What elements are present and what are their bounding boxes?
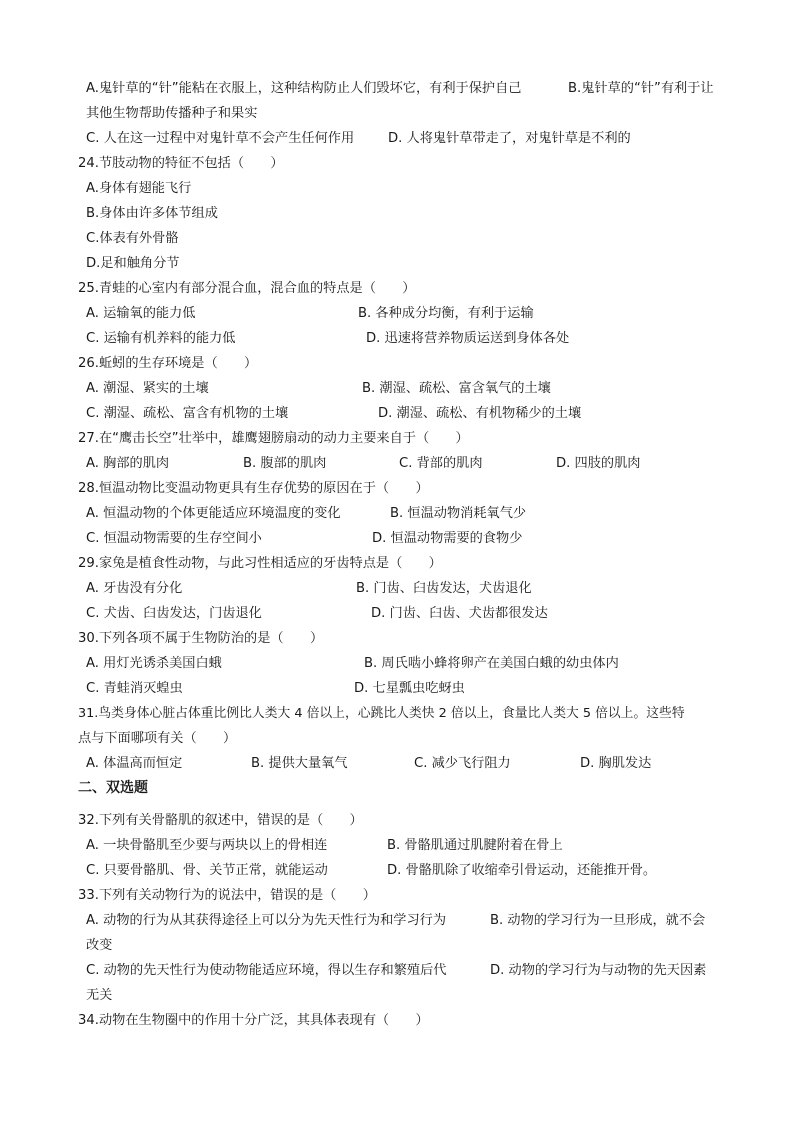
option-31-a: A. 体温高而恒定 [86, 756, 183, 771]
option-24-a: A.身体有翅能飞行 [86, 181, 192, 196]
question-29: 29.家兔是植食性动物，与此习性相适应的牙齿特点是（ ） [78, 556, 442, 571]
option-29-b: B. 门齿、臼齿发达，犬齿退化 [356, 581, 532, 596]
option-28-c: C. 恒温动物需要的生存空间小 [86, 531, 262, 546]
option-33-d: D. 动物的学习行为与动物的先天因素 [490, 963, 707, 978]
option-24-b: B.身体由许多体节组成 [86, 206, 218, 221]
option-30-d: D. 七星瓢虫吃蚜虫 [354, 681, 465, 696]
option-33-d-cont: 无关 [86, 988, 113, 1003]
option-27-a: A. 胸部的肌肉 [86, 456, 170, 471]
question-27: 27.在“鹰击长空”壮举中，雄鹰翅膀扇动的动力主要来自于（ ） [78, 431, 469, 446]
option-23-a: A.鬼针草的“针”能粘在衣服上，这种结构防止人们毁坏它，有利于保护自己 [86, 81, 522, 96]
option-25-a: A. 运输氧的能力低 [86, 306, 196, 321]
question-28: 28.恒温动物比变温动物更具有生存优势的原因在于（ ） [78, 481, 429, 496]
question-33: 33.下列有关动物行为的说法中，错误的是（ ） [78, 888, 376, 903]
option-31-b: B. 提供大量氧气 [251, 756, 348, 771]
question-30: 30.下列各项不属于生物防治的是（ ） [78, 631, 324, 646]
option-29-c: C. 犬齿、臼齿发达，门齿退化 [86, 606, 262, 621]
option-30-c: C. 青蛙消灭蝗虫 [86, 681, 183, 696]
question-32: 32.下列有关骨骼肌的叙述中，错误的是（ ） [78, 813, 363, 828]
option-29-d: D. 门齿、臼齿、犬齿都很发达 [371, 606, 548, 621]
option-27-b: B. 腹部的肌肉 [243, 456, 327, 471]
option-32-b: B. 骨骼肌通过肌腱附着在骨上 [387, 838, 563, 853]
option-26-b: B. 潮湿、疏松、富含氧气的土壤 [362, 381, 551, 396]
option-23-c: C. 人在这一过程中对鬼针草不会产生任何作用 [86, 131, 355, 146]
question-31-cont: 点与下面哪项有关（ ） [78, 731, 237, 746]
option-30-b: B. 周氏啮小蜂将卵产在美国白蛾的幼虫体内 [364, 656, 619, 671]
option-27-c: C. 背部的肌肉 [399, 456, 483, 471]
option-28-b: B. 恒温动物消耗氧气少 [390, 506, 527, 521]
option-32-d: D. 骨骼肌除了收缩牵引骨运动，还能推开骨。 [387, 863, 657, 878]
option-24-d: D.足和触角分节 [86, 256, 180, 271]
option-28-a: A. 恒温动物的个体更能适应环境温度的变化 [86, 506, 341, 521]
option-23-b: B.鬼针草的“针”有利于让 [568, 81, 714, 96]
option-30-a: A. 用灯光诱杀美国白蛾 [86, 656, 222, 671]
option-27-d: D. 四肢的肌肉 [556, 456, 641, 471]
option-31-d: D. 胸肌发达 [580, 756, 652, 771]
section-heading-double-choice: 二、双选题 [78, 780, 148, 796]
option-25-c: C. 运输有机养料的能力低 [86, 331, 236, 346]
question-26: 26.蚯蚓的生存环境是（ ） [78, 356, 258, 371]
option-33-a: A. 动物的行为从其获得途径上可以分为先天性行为和学习行为 [86, 913, 447, 928]
option-26-d: D. 潮湿、疏松、有机物稀少的土壤 [378, 406, 582, 421]
option-33-b-cont: 改变 [86, 938, 113, 953]
option-26-a: A. 潮湿、紧实的土壤 [86, 381, 209, 396]
option-33-c: C. 动物的先天性行为使动物能适应环境，得以生存和繁殖后代 [86, 963, 447, 978]
option-33-b: B. 动物的学习行为一旦形成，就不会 [490, 913, 706, 928]
question-31: 31.鸟类身体心脏占体重比例比人类大 4 倍以上，心跳比人类快 2 倍以上，食量比人类大 5 倍以上。这些特 [78, 706, 685, 721]
option-25-d: D. 迅速将营养物质运送到身体各处 [366, 331, 570, 346]
option-23-d: D. 人将鬼针草带走了，对鬼针草是不利的 [388, 131, 631, 146]
option-28-d: D. 恒温动物需要的食物少 [372, 531, 523, 546]
option-23-b-cont: 其他生物帮助传播种子和果实 [86, 106, 258, 121]
question-24: 24.节肢动物的特征不包括（ ） [78, 156, 284, 171]
option-26-c: C. 潮湿、疏松、富含有机物的土壤 [86, 406, 289, 421]
option-24-c: C.体表有外骨骼 [86, 231, 179, 246]
option-31-c: C. 减少飞行阻力 [414, 756, 511, 771]
option-29-a: A. 牙齿没有分化 [86, 581, 183, 596]
option-32-c: C. 只要骨骼肌、骨、关节正常，就能运动 [86, 863, 328, 878]
option-32-a: A. 一块骨骼肌至少要与两块以上的骨相连 [86, 838, 328, 853]
option-25-b: B. 各种成分均衡，有利于运输 [358, 306, 534, 321]
question-25: 25.青蛙的心室内有部分混合血，混合血的特点是（ ） [78, 281, 416, 296]
question-34: 34.动物在生物圈中的作用十分广泛，其具体表现有（ ） [78, 1013, 429, 1028]
